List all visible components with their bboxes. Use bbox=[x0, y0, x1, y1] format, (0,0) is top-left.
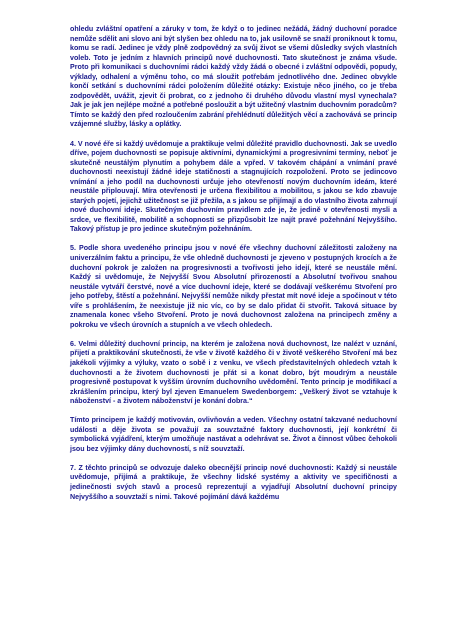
paragraph-point-4: 4. V nové éře si každý uvědomuje a praktikuje velmi důležité pravidlo duchovnosti. Jak se uvedlo dříve, pojem duchovnosti se popisuje aktivními, dynamickými a progresivními termíny, neboť je skutečně neustálým plynutím a pohybem dále a vpřed. V takovém chápání a vnímání pravé duchovnosti neexistují žádné ideje statičnosti a stagnujících rozpoložení. Proto se jedincovo vnímání a jeho podíl na duchovnosti určuje jeho otevřeností novým duchovním ideám, které neustále připlouvají. Míra otevřenosti je určena flexibilitou a mobilitou, s jakou se kdo zbavuje starých pojetí, jejichž užitečnost se již přežila, a s jakou se přijímají a do vlastního života zahrnují nové duchovní ideje. Skutečným duchovním pravidlem zde je, že jedině v otevřenosti mysli a srdce, ve flexibilitě, mobilitě a schopnosti se přizpůsobit lze najít pravé požehnání Nejvyššího. Takový přístup je pro jedince skutečným požehnáním. bbox=[70, 139, 397, 234]
paragraph-principle-motivation: Tímto principem je každý motivován, ovlivňován a veden. Všechny ostatní takzvané neduchovní události a děje života se považují za souvztažné faktory duchovnosti, její konkrétní či symbolická vyjádření, kterým umožňuje nastávat a odehrávat se. Život a činnost vůbec čehokoli jsou bez výjimky dány duchovností, s níž souvztaží. bbox=[70, 416, 397, 453]
document-page bbox=[70, 25, 397, 502]
paragraph-point-7: 7. Z těchto principů se odvozuje daleko obecnější princip nové duchovnosti: Každý si neustále uvědomuje, přijímá a praktikuje, že všechny lidské systémy a aktivity ve specifičnosti a jedinečnosti svých stavů a procesů reprezentují a vyjadřují Absolutní duchovní principy Nejvyššího a souvztaží s nimi. Takové pojímání dává každému bbox=[70, 463, 397, 501]
paragraph-continuation: ohledu zvláštní opatření a záruky v tom, že když o to jedinec nežádá, žádný duchovní poradce nemůže sdělit ani slovo ani být slyšen bez ohledu na to, jak usilovně se snaží proniknout k tomu, komu se radí. Jedinec je vždy plně zodpovědný za svůj život se všemi důsledky svých vlastních voleb. Toto je jedním z hlavních principů nové duchovnosti. Tato skutečnost je známa všude. Proto při komunikaci s duchovními rádci každý vždy žádá o obecné i zvláštní odpovědi, popudy, výklady, odhalení a výměnu toho, co má sloužit potřebám jednotlivého dne. Jedinec obvykle končí setkání s duchovními rádci položením důležité otázky: Existuje něco jiného, co je třeba zodpovědět, uvážit, zjevit či probrat, co z jednoho či druhého důvodu vlastní mysl vynechala? Jak je jak jen nejlépe možné a potřebné posloužit a být užitečný vlastním duchovním poradcům? Tímto se každý den před rozloučením zabrání přehlédnutí důležitých věcí a zachovává se princip vzájemné služby, lásky a oplátky. bbox=[70, 25, 397, 129]
paragraph-point-5: 5. Podle shora uvedeného principu jsou v nové éře všechny duchovní záležitosti založeny na univerzálním faktu a principu, že vše ohledně duchovnosti je zjeveno v postupných krocích a že duchovní pokrok je založen na progresivnosti a tvořivosti jeho idejí, které se neustále mění. Každý si uvědomuje, že Nejvyšší Svou Absolutní přirozeností a Absolutní tvořivou snahou neustále vytváří čerstvé, nové a více duchovní ideje, které se dodávají veškerému Stvoření pro jeho potřeby, štěstí a požehnání. Nejvyšší nemůže nikdy přestat mít nové ideje a spočinout v této víře s prohlášením, že neexistuje již nic víc, co by se dalo přidat či stvořit. Taková situace by znamenala konec všeho Stvoření. Proto je nová duchovnost založena na principech změny a pokroku ve všech úrovních a stupních a ve všech ohledech. bbox=[70, 244, 397, 329]
paragraph-point-6: 6. Velmi důležitý duchovní princip, na kterém je založena nová duchovnost, lze nalézt v uznání, přijetí a praktikování skutečnosti, že vše v životě každého či v životě veškerého Stvoření má bez jakékoli výjimky a výluky, vzato o sobě i z venku, ve všech představitelných ohledech vztah k duchovnosti a že životem duchovnosti je přát si a konat dobro, být moudrým a neustále progresivně postupovat k vyšším úrovním duchovního uvědomění. Tento princip je modifikací a zkrášlením principu, který byl zjeven Emanuelem Swedenborgem: „Veškerý život se vztahuje k náboženství - a životem náboženství je konání dobra.“ bbox=[70, 339, 397, 406]
